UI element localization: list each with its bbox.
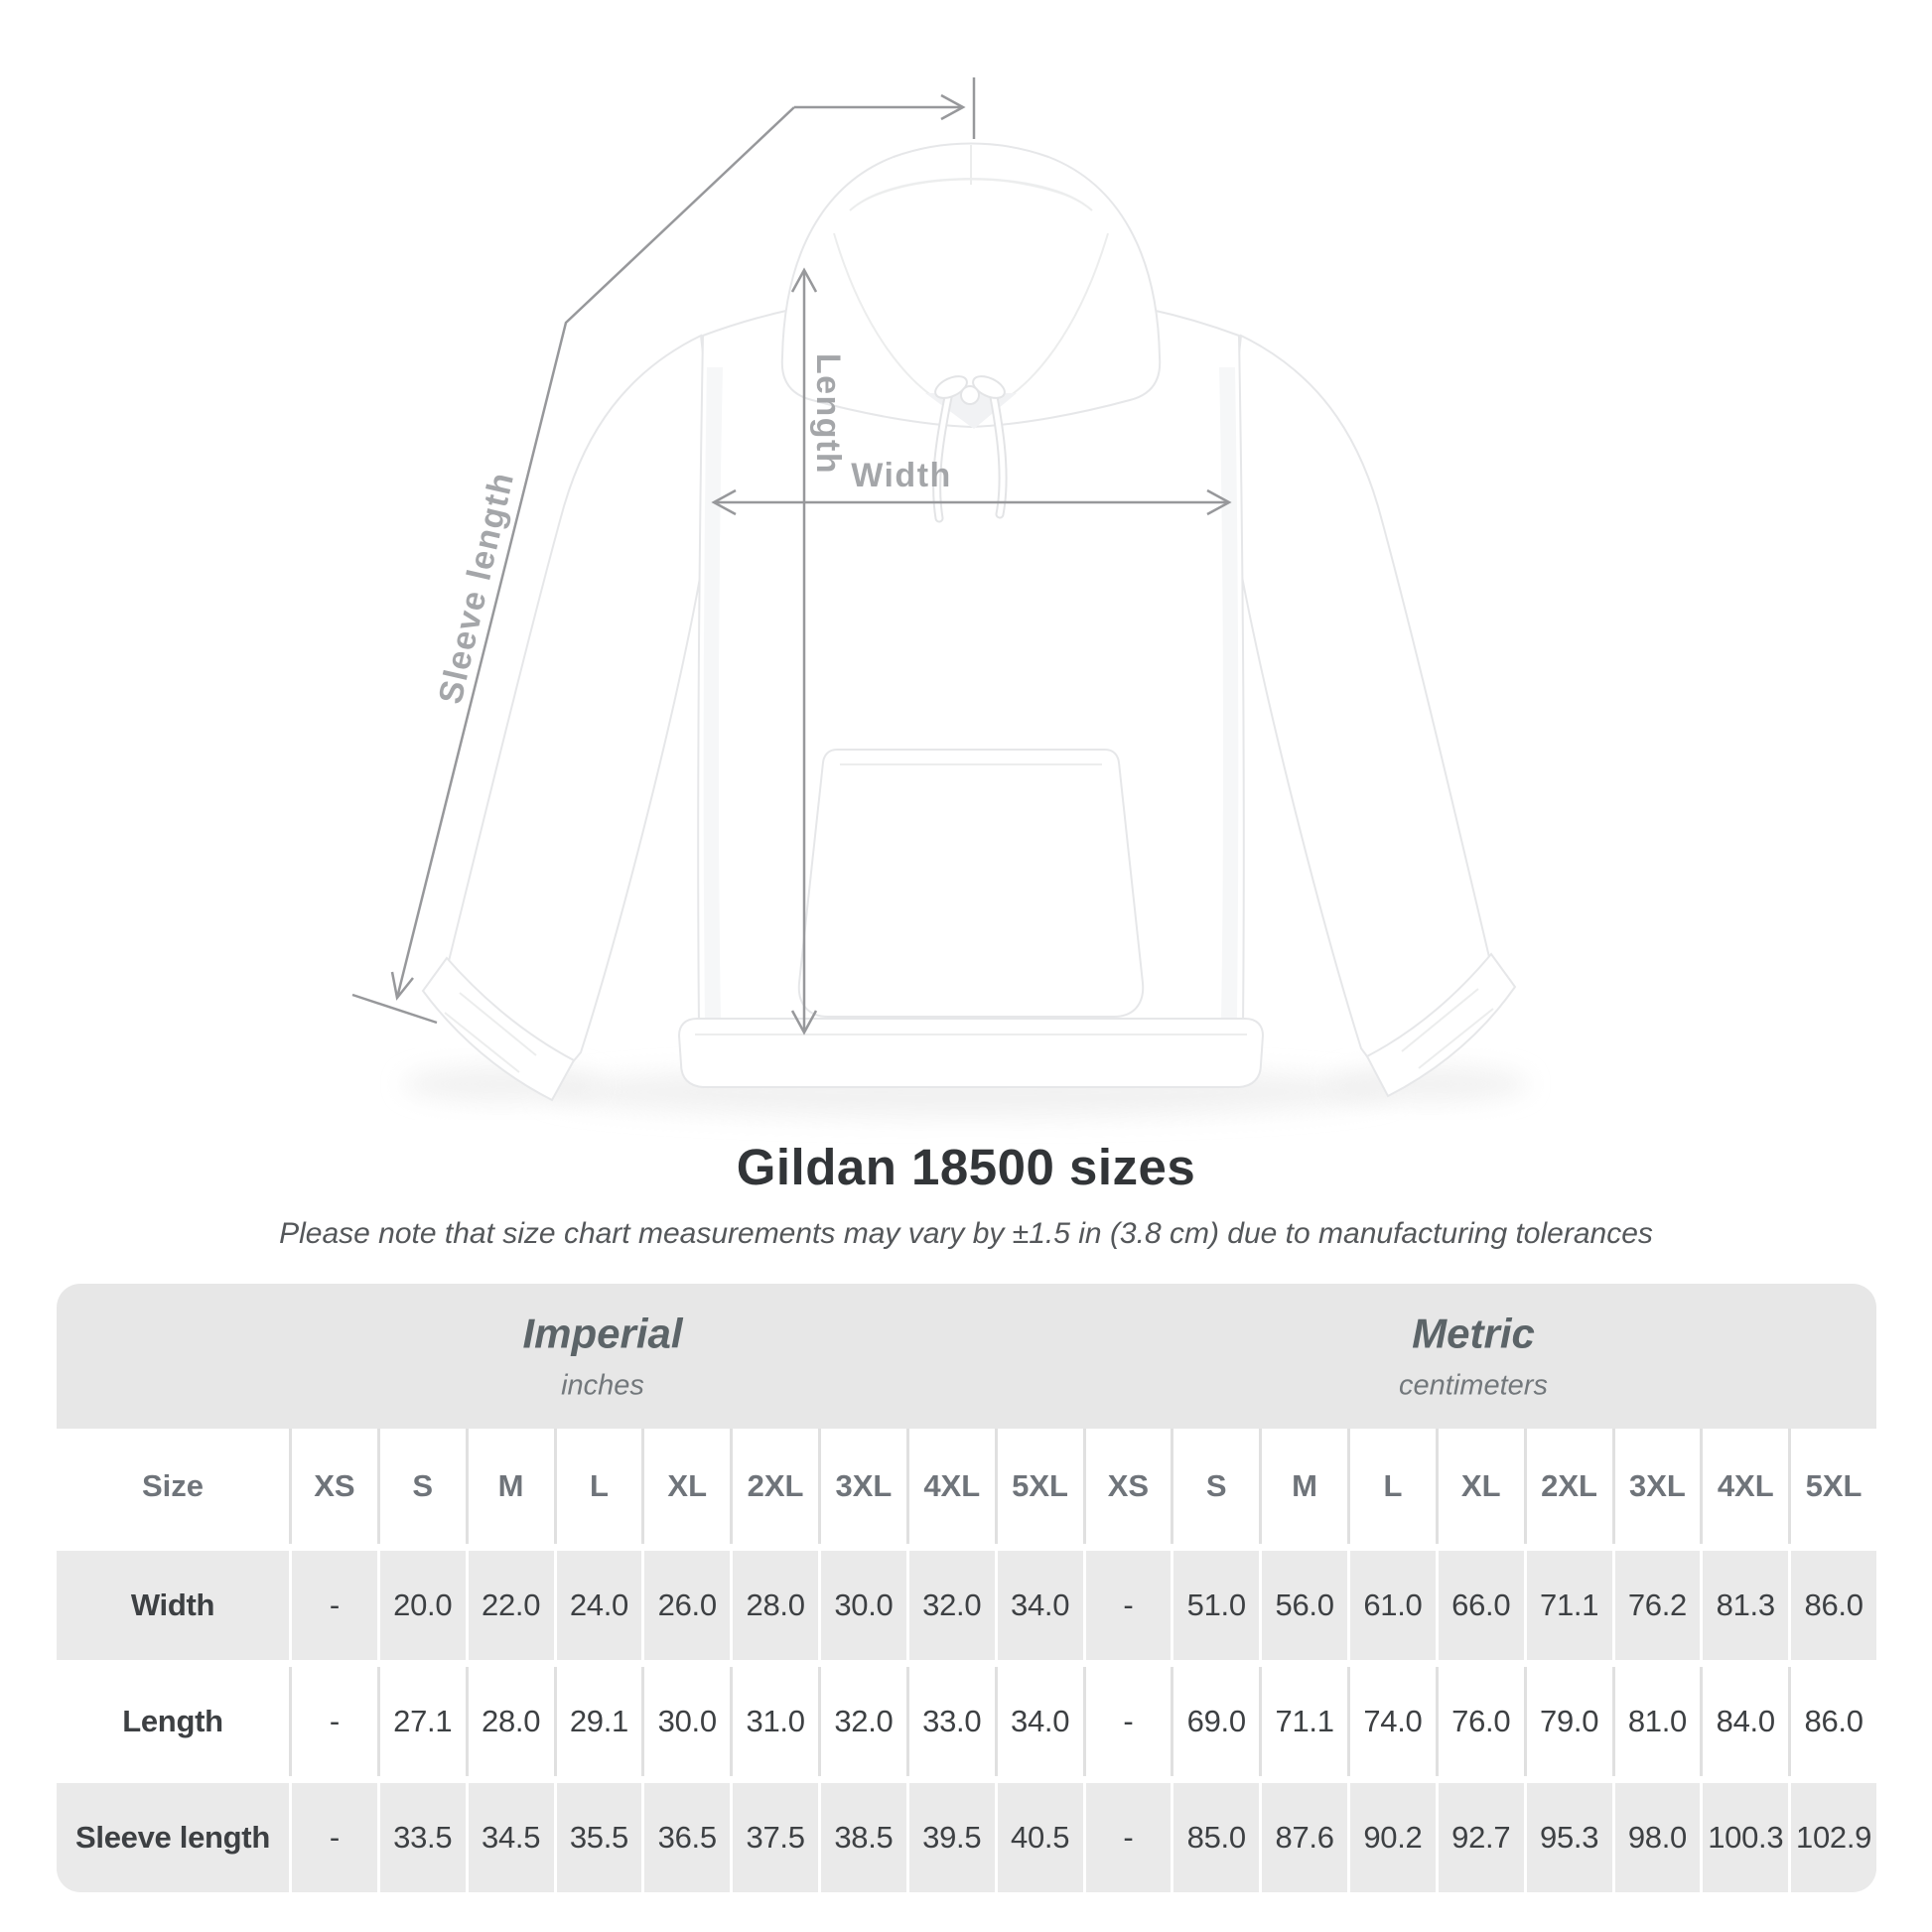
data-cell: 84.0 — [1700, 1667, 1788, 1776]
data-cell: 28.0 — [466, 1667, 554, 1776]
data-cell: 79.0 — [1524, 1667, 1612, 1776]
length-measure-label: Length — [809, 352, 847, 476]
hoodie — [423, 144, 1515, 1101]
row-label: Sleeve length — [75, 1820, 270, 1855]
size-header-cell: XL — [641, 1429, 730, 1544]
data-cell: 26.0 — [641, 1551, 730, 1660]
data-cell: 100.3 — [1700, 1783, 1788, 1892]
size-header-cell: 2XL — [1524, 1429, 1612, 1544]
data-cell: 76.2 — [1612, 1551, 1701, 1660]
data-cell: 71.1 — [1524, 1551, 1612, 1660]
data-cell: 61.0 — [1347, 1551, 1436, 1660]
data-cell: 40.5 — [995, 1783, 1083, 1892]
size-header-cell: 4XL — [1700, 1429, 1788, 1544]
size-header-cell: XS — [1083, 1429, 1172, 1544]
data-cell: 37.5 — [730, 1783, 818, 1892]
data-cell: 71.1 — [1259, 1667, 1347, 1776]
data-cell: 81.0 — [1612, 1667, 1701, 1776]
data-cell: 69.0 — [1171, 1667, 1259, 1776]
data-cell: 34.0 — [995, 1667, 1083, 1776]
size-header-cell: M — [466, 1429, 554, 1544]
size-header-cell: 5XL — [1788, 1429, 1876, 1544]
size-header-cell: M — [1259, 1429, 1347, 1544]
data-cell: 28.0 — [730, 1551, 818, 1660]
data-cell: - — [1083, 1783, 1172, 1892]
data-cell: 33.5 — [377, 1783, 466, 1892]
data-cell: 76.0 — [1436, 1667, 1524, 1776]
data-cell: - — [1083, 1551, 1172, 1660]
data-cell: 98.0 — [1612, 1783, 1701, 1892]
data-cell: 85.0 — [1171, 1783, 1259, 1892]
size-header-cell: 4XL — [906, 1429, 995, 1544]
data-cell: 66.0 — [1436, 1551, 1524, 1660]
data-cell: 81.3 — [1700, 1551, 1788, 1660]
data-cell: 20.0 — [377, 1551, 466, 1660]
data-cell: 27.1 — [377, 1667, 466, 1776]
metric-group-header — [1399, 1311, 1548, 1403]
data-cell: - — [1083, 1667, 1172, 1776]
data-cell: 86.0 — [1788, 1667, 1876, 1776]
size-chart-table — [57, 1284, 1876, 1892]
data-cell: 36.5 — [641, 1783, 730, 1892]
page-subtitle: Please note that size chart measurements may vary by ±1.5 in (3.8 cm) due to manufacturing tolerances — [279, 1217, 1653, 1250]
size-header-cell: 5XL — [995, 1429, 1083, 1544]
sleeve-length-measure-label: Sleeve length — [431, 468, 522, 708]
size-column-header: Size — [141, 1468, 205, 1503]
size-header-cell: S — [1171, 1429, 1259, 1544]
data-cell: 92.7 — [1436, 1783, 1524, 1892]
size-header-cell: XL — [1436, 1429, 1524, 1544]
size-header-row — [57, 1429, 1876, 1544]
data-cell: 30.0 — [641, 1667, 730, 1776]
data-cell: 39.5 — [906, 1783, 995, 1892]
data-cell: 38.5 — [818, 1783, 906, 1892]
size-header-cell: L — [554, 1429, 642, 1544]
data-cell: - — [289, 1783, 377, 1892]
data-cell: 86.0 — [1788, 1551, 1876, 1660]
size-header-cell: 2XL — [730, 1429, 818, 1544]
size-header-cell: L — [1347, 1429, 1436, 1544]
row-label: Length — [122, 1704, 223, 1738]
data-cell: 29.1 — [554, 1667, 642, 1776]
unit-group-header — [57, 1284, 1876, 1429]
data-cell: 90.2 — [1347, 1783, 1436, 1892]
page-title: Gildan 18500 sizes — [736, 1139, 1196, 1195]
data-cell: 87.6 — [1259, 1783, 1347, 1892]
imperial-unit: inches — [561, 1369, 644, 1402]
sleeve-bottom-tick — [352, 995, 437, 1023]
table-row-length — [57, 1667, 1876, 1776]
table-row-sleeve-length — [57, 1783, 1876, 1892]
data-cell: 34.5 — [466, 1783, 554, 1892]
data-cell: - — [289, 1667, 377, 1776]
data-cell: 102.9 — [1788, 1783, 1876, 1892]
size-header-cell: S — [377, 1429, 466, 1544]
data-cell: 24.0 — [554, 1551, 642, 1660]
metric-unit: centimeters — [1399, 1369, 1548, 1402]
table-row-width — [57, 1551, 1876, 1660]
data-cell: - — [289, 1551, 377, 1660]
data-cell: 32.0 — [906, 1551, 995, 1660]
size-header-cell: 3XL — [818, 1429, 906, 1544]
metric-label: Metric — [1412, 1310, 1535, 1357]
data-cell: 32.0 — [818, 1667, 906, 1776]
data-cell: 33.0 — [906, 1667, 995, 1776]
row-label: Width — [130, 1587, 215, 1622]
size-header-cell: XS — [289, 1429, 377, 1544]
imperial-group-header — [522, 1311, 682, 1403]
size-header-cell: 3XL — [1612, 1429, 1701, 1544]
data-cell: 22.0 — [466, 1551, 554, 1660]
imperial-label: Imperial — [522, 1310, 683, 1357]
data-cell: 51.0 — [1171, 1551, 1259, 1660]
data-cell: 56.0 — [1259, 1551, 1347, 1660]
width-measure-label: Width — [851, 457, 952, 494]
data-cell: 30.0 — [818, 1551, 906, 1660]
data-cell: 31.0 — [730, 1667, 818, 1776]
data-cell: 74.0 — [1347, 1667, 1436, 1776]
data-cell: 35.5 — [554, 1783, 642, 1892]
data-cell: 34.0 — [995, 1551, 1083, 1660]
data-cell: 95.3 — [1524, 1783, 1612, 1892]
